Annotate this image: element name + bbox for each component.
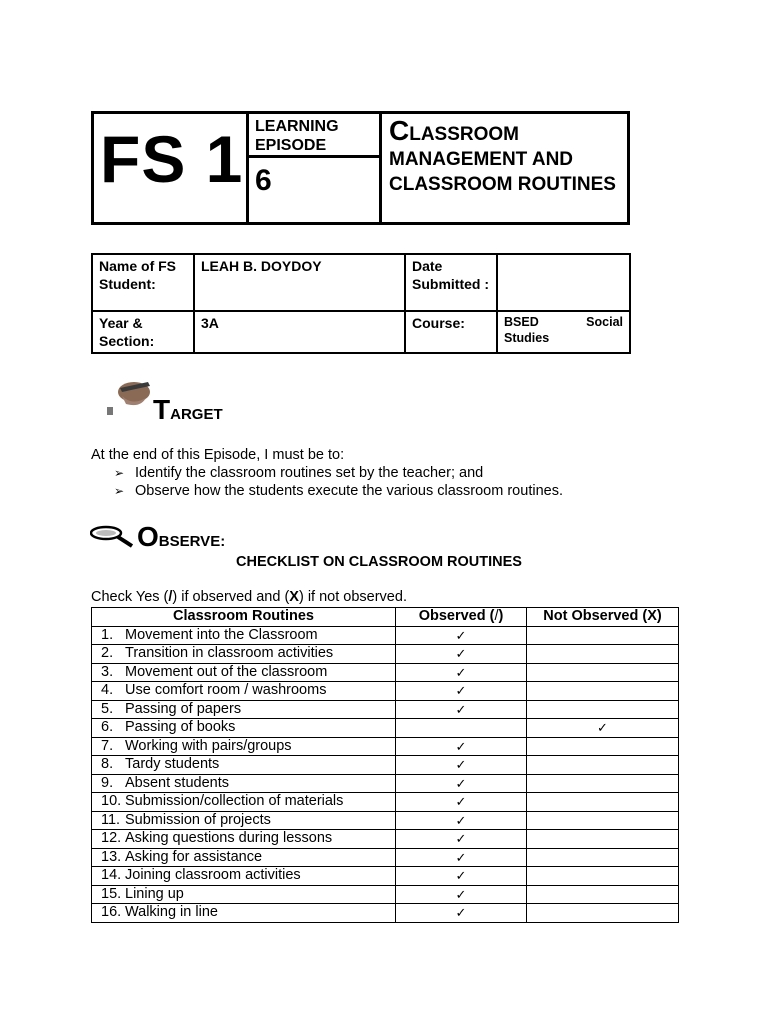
observed-cell: [396, 719, 527, 738]
observed-cell: ✓: [396, 645, 527, 664]
target-list: [114, 464, 563, 500]
not-observed-cell: [527, 663, 679, 682]
checklist-body: [92, 626, 679, 922]
routine-label: Movement into the Classroom: [125, 626, 318, 643]
routine-number: 14.: [101, 867, 122, 884]
routine-cell: [92, 719, 396, 738]
course-value-part2: Social: [586, 315, 623, 329]
routine-label: Asking for assistance: [125, 848, 263, 865]
routine-label: Submission of projects: [125, 811, 271, 828]
episode-number: 6: [255, 164, 272, 197]
episode-title: [382, 114, 627, 222]
routine-number: 8.: [101, 756, 114, 773]
not-observed-cell: [527, 737, 679, 756]
routine-label: Joining classroom activities: [125, 867, 301, 884]
routine-cell: [92, 626, 396, 645]
date-value: [497, 254, 630, 311]
routine-cell: [92, 645, 396, 664]
routine-number: 13.: [101, 848, 122, 865]
fs-label: FS 1: [94, 114, 249, 222]
table-row: [92, 700, 679, 719]
not-observed-cell: [527, 756, 679, 775]
routine-number: 4.: [101, 682, 114, 699]
routine-cell: [92, 830, 396, 849]
routine-number: 11.: [101, 811, 121, 828]
routine-label: Absent students: [125, 774, 229, 791]
routine-number: 16.: [101, 904, 122, 921]
title-first-letter: C: [389, 115, 410, 146]
routine-label: Tardy students: [125, 756, 220, 773]
routine-cell: [92, 682, 396, 701]
date-label: Date Submitted :: [405, 254, 497, 311]
year-label: Year & Section:: [92, 311, 194, 353]
learning-episode-cell: [249, 114, 382, 222]
learning-episode-label: LEARNING EPISODE: [249, 114, 379, 158]
routine-cell: [92, 848, 396, 867]
table-row: [92, 774, 679, 793]
routine-cell: [92, 867, 396, 886]
instruction-slash: /: [168, 589, 173, 605]
arrow-bullet-icon: ➢: [114, 466, 125, 480]
col-not-observed: Not Observed (X): [527, 608, 679, 627]
table-row: [92, 848, 679, 867]
title-rest-line1: LASSROOM: [409, 124, 520, 145]
observed-cell: ✓: [396, 663, 527, 682]
routine-label: Submission/collection of materials: [125, 793, 344, 810]
not-observed-cell: [527, 830, 679, 849]
routine-cell: [92, 811, 396, 830]
table-row: [92, 719, 679, 738]
table-row: [92, 626, 679, 645]
routine-label: Lining up: [125, 885, 184, 902]
routine-label: Passing of books: [125, 719, 236, 736]
checklist-instruction: [91, 589, 407, 605]
arrow-bullet-icon: ➢: [114, 484, 125, 498]
target-item-2: Observe how the students execute the various classroom routines.: [135, 483, 563, 499]
observed-cell: ✓: [396, 904, 527, 923]
routine-number: 12.: [101, 830, 122, 847]
routine-cell: [92, 774, 396, 793]
target-heading: [153, 394, 223, 426]
observed-cell: ✓: [396, 626, 527, 645]
target-item-1: Identify the classroom routines set by the teacher; and: [135, 465, 484, 481]
not-observed-cell: ✓: [527, 719, 679, 738]
table-row: [92, 793, 679, 812]
instruction-part-c: ) if observed and (: [172, 589, 290, 605]
list-item: [114, 464, 563, 482]
routine-label: Passing of papers: [125, 700, 242, 717]
name-value: LEAH B. DOYDOY: [194, 254, 405, 311]
table-row: [92, 811, 679, 830]
not-observed-cell: [527, 645, 679, 664]
observed-cell: ✓: [396, 737, 527, 756]
checklist-title: CHECKLIST ON CLASSROOM ROUTINES: [236, 554, 522, 570]
observe-rest: BSERVE:: [158, 533, 226, 550]
routine-number: 7.: [101, 737, 114, 754]
course-value: [497, 311, 630, 353]
observe-first-letter: O: [137, 521, 159, 552]
instruction-part-a: Check Yes (: [91, 589, 169, 605]
observed-cell: ✓: [396, 793, 527, 812]
routine-label: Transition in classroom activities: [125, 645, 334, 662]
title-rest: MANAGEMENT AND CLASSROOM ROUTINES: [389, 149, 616, 195]
year-value: 3A: [194, 311, 405, 353]
checklist-table: [91, 607, 679, 923]
target-first-letter: T: [153, 394, 171, 425]
routine-cell: [92, 663, 396, 682]
observed-cell: ✓: [396, 848, 527, 867]
table-row: [92, 663, 679, 682]
observed-cell: ✓: [396, 682, 527, 701]
table-row: [92, 867, 679, 886]
routine-number: 1.: [101, 626, 114, 643]
writing-hand-icon: [104, 378, 154, 418]
table-row: [92, 645, 679, 664]
target-rest: ARGET: [170, 406, 223, 423]
not-observed-cell: [527, 774, 679, 793]
observed-cell: ✓: [396, 811, 527, 830]
routine-number: 2.: [101, 645, 114, 662]
course-label: Course:: [405, 311, 497, 353]
table-row: [92, 682, 679, 701]
observed-cell: ✓: [396, 867, 527, 886]
instruction-part-e: ) if not observed.: [298, 589, 407, 605]
student-info-table: [91, 253, 631, 354]
not-observed-cell: [527, 793, 679, 812]
routine-number: 3.: [101, 663, 114, 680]
not-observed-cell: [527, 885, 679, 904]
routine-label: Walking in line: [125, 904, 218, 921]
table-row: [92, 737, 679, 756]
not-observed-cell: [527, 682, 679, 701]
table-row: [92, 904, 679, 923]
routine-number: 9.: [101, 774, 114, 791]
not-observed-cell: [527, 867, 679, 886]
routine-cell: [92, 700, 396, 719]
observed-cell: ✓: [396, 756, 527, 775]
routine-label: Movement out of the classroom: [125, 663, 328, 680]
instruction-x: X: [289, 589, 299, 605]
course-value-part3: Studies: [504, 331, 550, 345]
name-label: Name of FS Student:: [92, 254, 194, 311]
table-row: [92, 756, 679, 775]
routine-cell: [92, 885, 396, 904]
not-observed-cell: [527, 811, 679, 830]
routine-cell: [92, 904, 396, 923]
routine-number: 5.: [101, 700, 114, 717]
col-observed: Observed (/): [396, 608, 527, 627]
routine-label: Asking questions during lessons: [125, 830, 333, 847]
not-observed-cell: [527, 848, 679, 867]
list-item: [114, 482, 563, 500]
not-observed-cell: [527, 700, 679, 719]
magnifier-icon: [90, 524, 136, 548]
observed-cell: ✓: [396, 700, 527, 719]
routine-label: Use comfort room / washrooms: [125, 682, 327, 699]
routine-number: 15.: [101, 885, 122, 902]
episode-header: [91, 111, 630, 225]
table-row: [92, 885, 679, 904]
routine-number: 10.: [101, 793, 122, 810]
not-observed-cell: [527, 626, 679, 645]
table-row: [92, 830, 679, 849]
course-value-part1: BSED: [504, 315, 539, 329]
routine-cell: [92, 756, 396, 775]
not-observed-cell: [527, 904, 679, 923]
routine-number: 6.: [101, 719, 114, 736]
observed-cell: ✓: [396, 774, 527, 793]
target-intro: At the end of this Episode, I must be to:: [91, 447, 345, 463]
observed-cell: ✓: [396, 830, 527, 849]
routine-cell: [92, 737, 396, 756]
observe-heading: [137, 521, 225, 553]
routine-label: Working with pairs/groups: [125, 737, 292, 754]
col-routines: Classroom Routines: [92, 608, 396, 627]
observed-cell: ✓: [396, 885, 527, 904]
routine-cell: [92, 793, 396, 812]
